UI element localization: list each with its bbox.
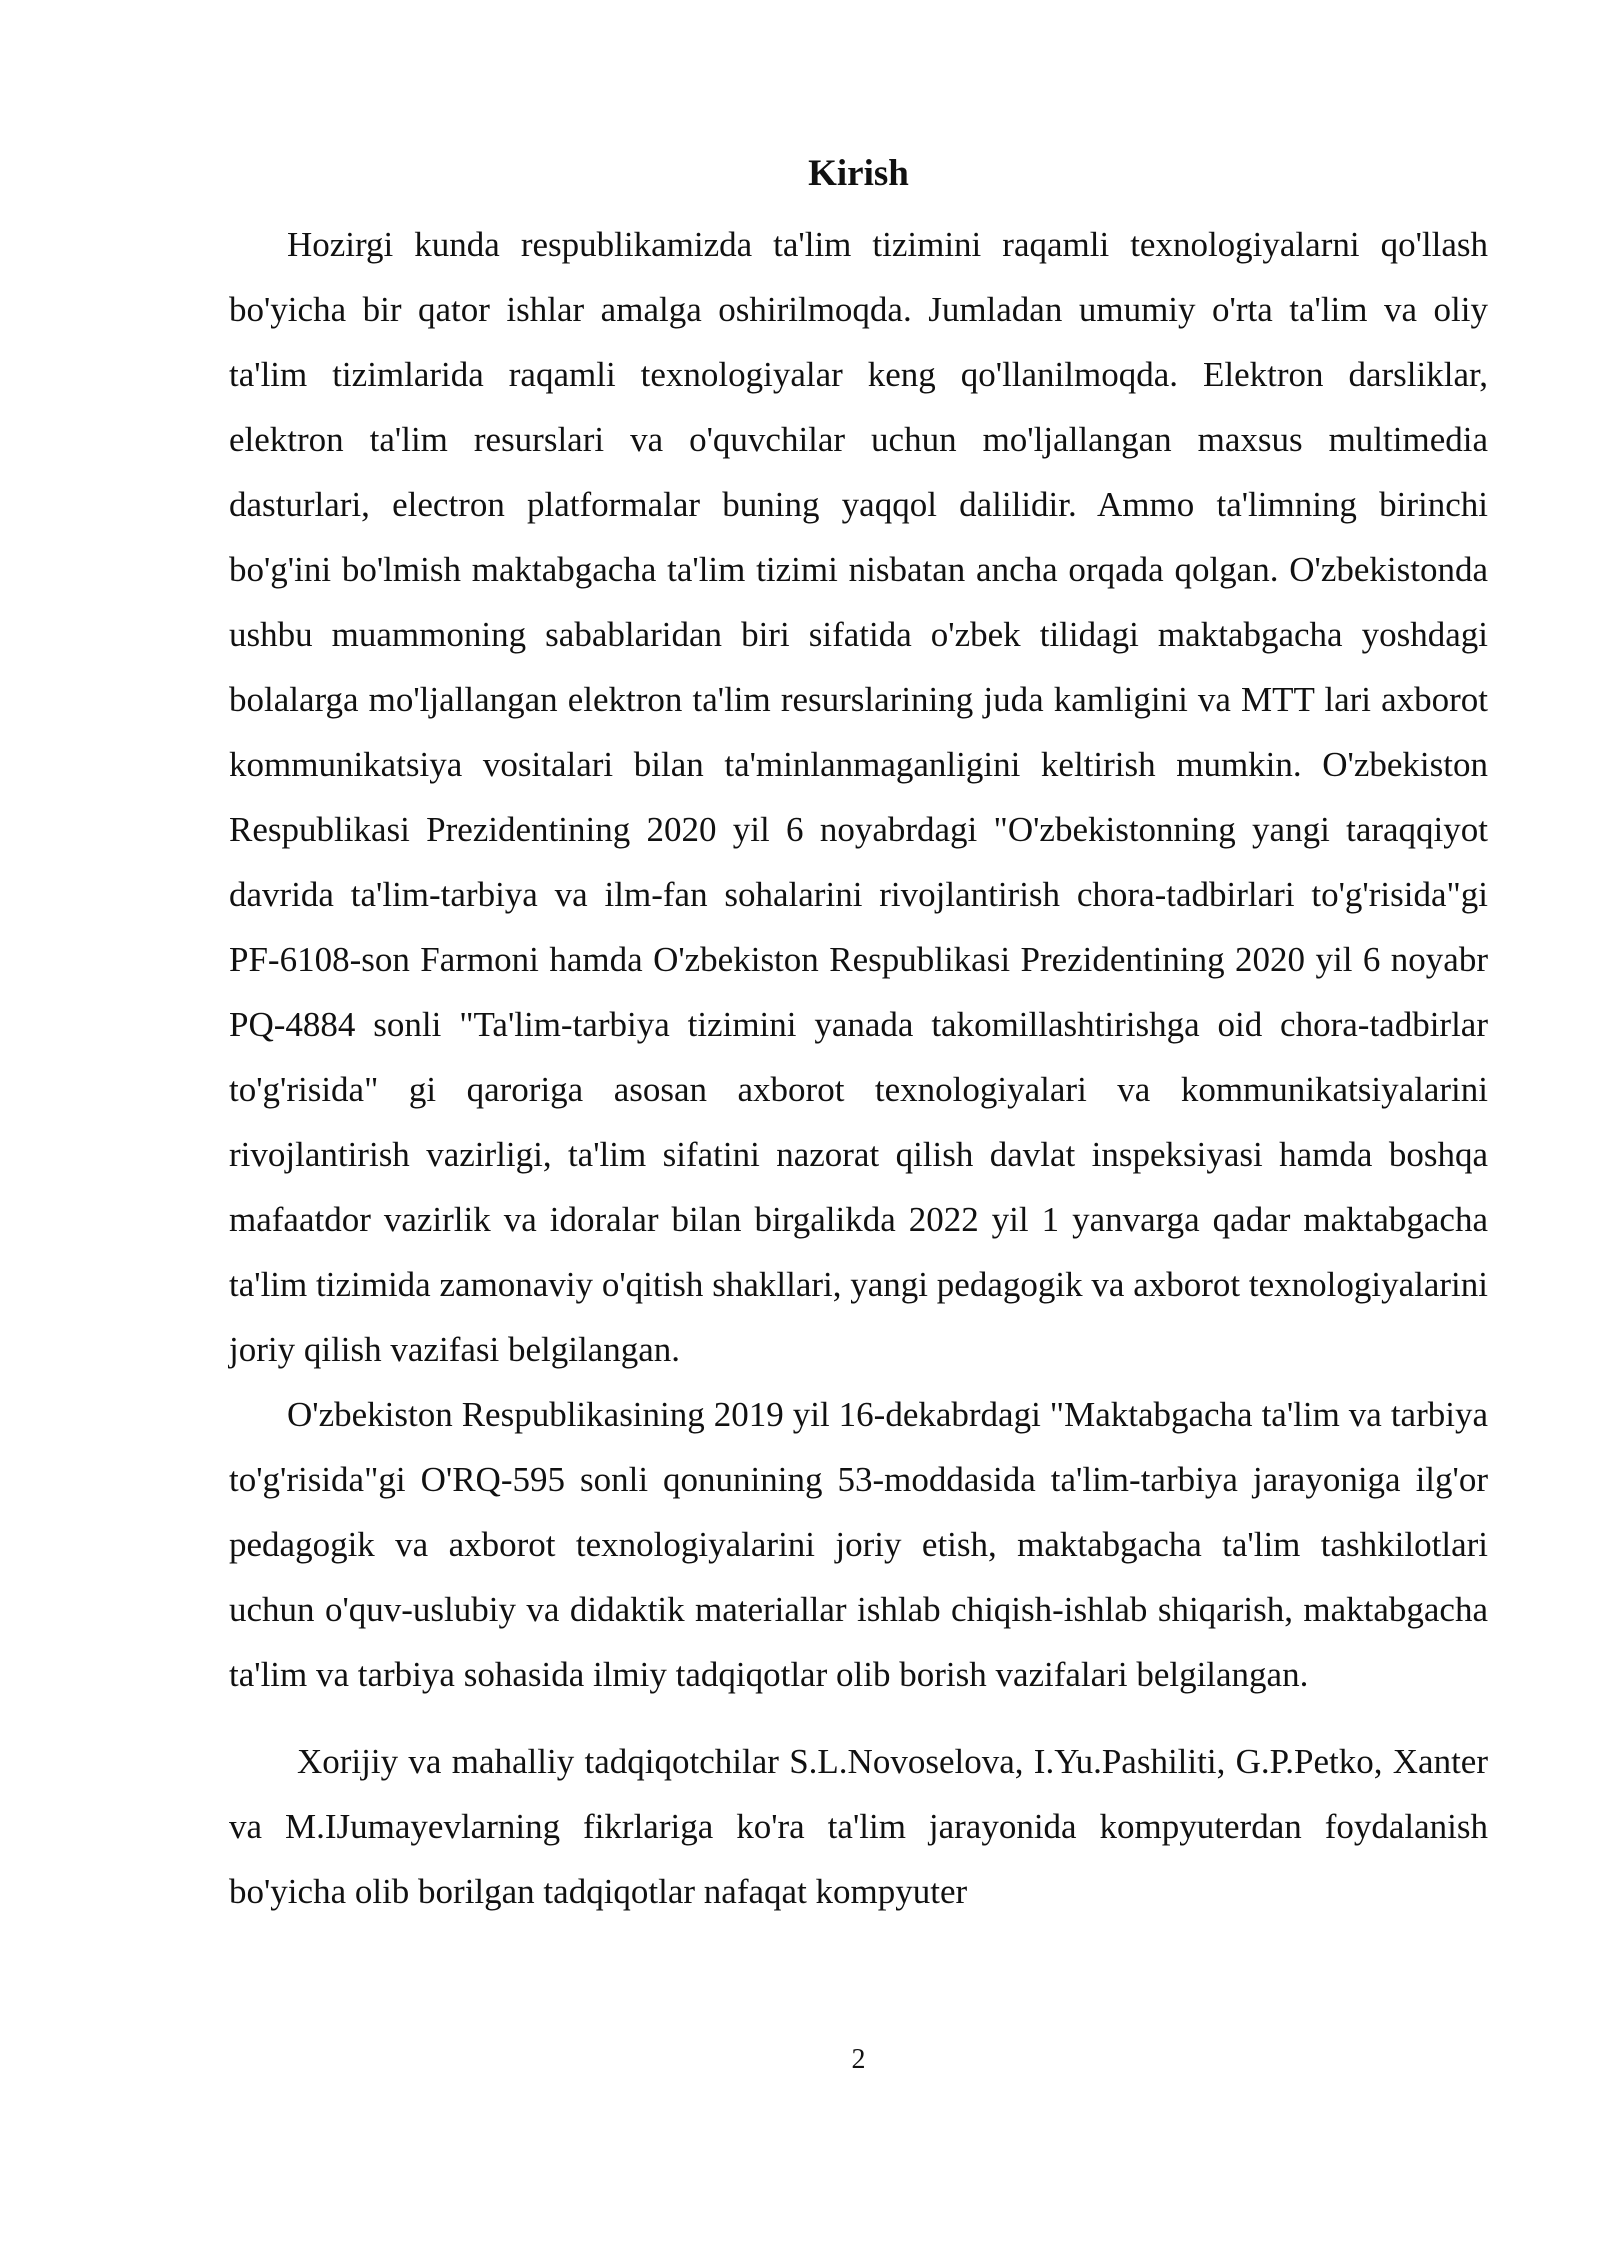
page-content	[229, 148, 1488, 1924]
page-number: 2	[851, 2044, 866, 2075]
paragraph-researchers: Xorijiy va mahalliy tadqiqotchilar S.L.Novoselova, I.Yu.Pashiliti, G.P.Petko, Xanter va M.IJumayevlarning fikrlariga ko'ra ta'lim jarayonida kompyuterdan foydalanish bo'yicha olib borilgan tadqiqotlar nafaqat kompyuter	[229, 1742, 1488, 1911]
paragraph-introduction: Hozirgi kunda respublikamizda ta'lim tizimini raqamli texnologiyalarni qo'llash bo'yicha bir qator ishlar amalga oshirilmoqda. Jumladan umumiy o'rta ta'lim va oliy ta'lim tizimlarida raqamli texnologiyalar keng qo'llanilmoqda. Elektron darsliklar, elektron ta'lim resurslari va o'quvchilar uchun mo'ljallangan maxsus multimedia dasturlari, electron platformalar buning yaqqol dalilidir. Ammo ta'limning birinchi bo'g'ini bo'lmish maktabgacha ta'lim tizimi nisbatan ancha orqada qolgan. O'zbekistonda ushbu muammoning sabablaridan biri sifatida o'zbek tilidagi maktabgacha yoshdagi bolalarga mo'ljallangan elektron ta'lim resurslarining juda kamligini va MTT lari axborot kommunikatsiya vositalari bilan ta'minlanmaganligini keltirish mumkin. O'zbekiston Respublikasi Prezidentining 2020 yil 6 noyabrdagi "O'zbekistonning yangi taraqqiyot davrida ta'lim-tarbiya va ilm-fan sohalarini rivojlantirish chora-tadbirlari to'g'risida"gi PF-6108-son Farmoni hamda O'zbekiston Respublikasi Prezidentining 2020 yil 6 noyabr PQ-4884 sonli "Ta'lim-tarbiya tizimini yanada takomillashtirishga oid chora-tadbirlar to'g'risida" gi qaroriga asosan axborot texnologiyalari va kommunikatsiyalarini rivojlantirish vazirligi, ta'lim sifatini nazorat qilish davlat inspeksiyasi hamda boshqa mafaatdor vazirlik va idoralar bilan birgalikda 2022 yil 1 yanvarga qadar maktabgacha ta'lim tizimida zamonaviy o'qitish shakllari, yangi pedagogik va axborot texnologiyalarini joriy qilish vazifasi belgilangan.	[229, 225, 1488, 1369]
section-title: Kirish	[808, 153, 909, 194]
paragraph-law-reference: O'zbekiston Respublikasining 2019 yil 16-dekabrdagi "Maktabgacha ta'lim va tarbiya to'g'risida"gi O'RQ-595 sonli qonunining 53-moddasida ta'lim-tarbiya jarayoniga ilg'or pedagogik va axborot texnologiyalarini joriy etish, maktabgacha ta'lim tashkilotlari uchun o'quv-uslubiy va didaktik materiallar ishlab chiqish-ishlab shiqarish, maktabgacha ta'lim va tarbiya sohasida ilmiy tadqiqotlar olib borish vazifalari belgilangan.	[229, 1395, 1488, 1694]
